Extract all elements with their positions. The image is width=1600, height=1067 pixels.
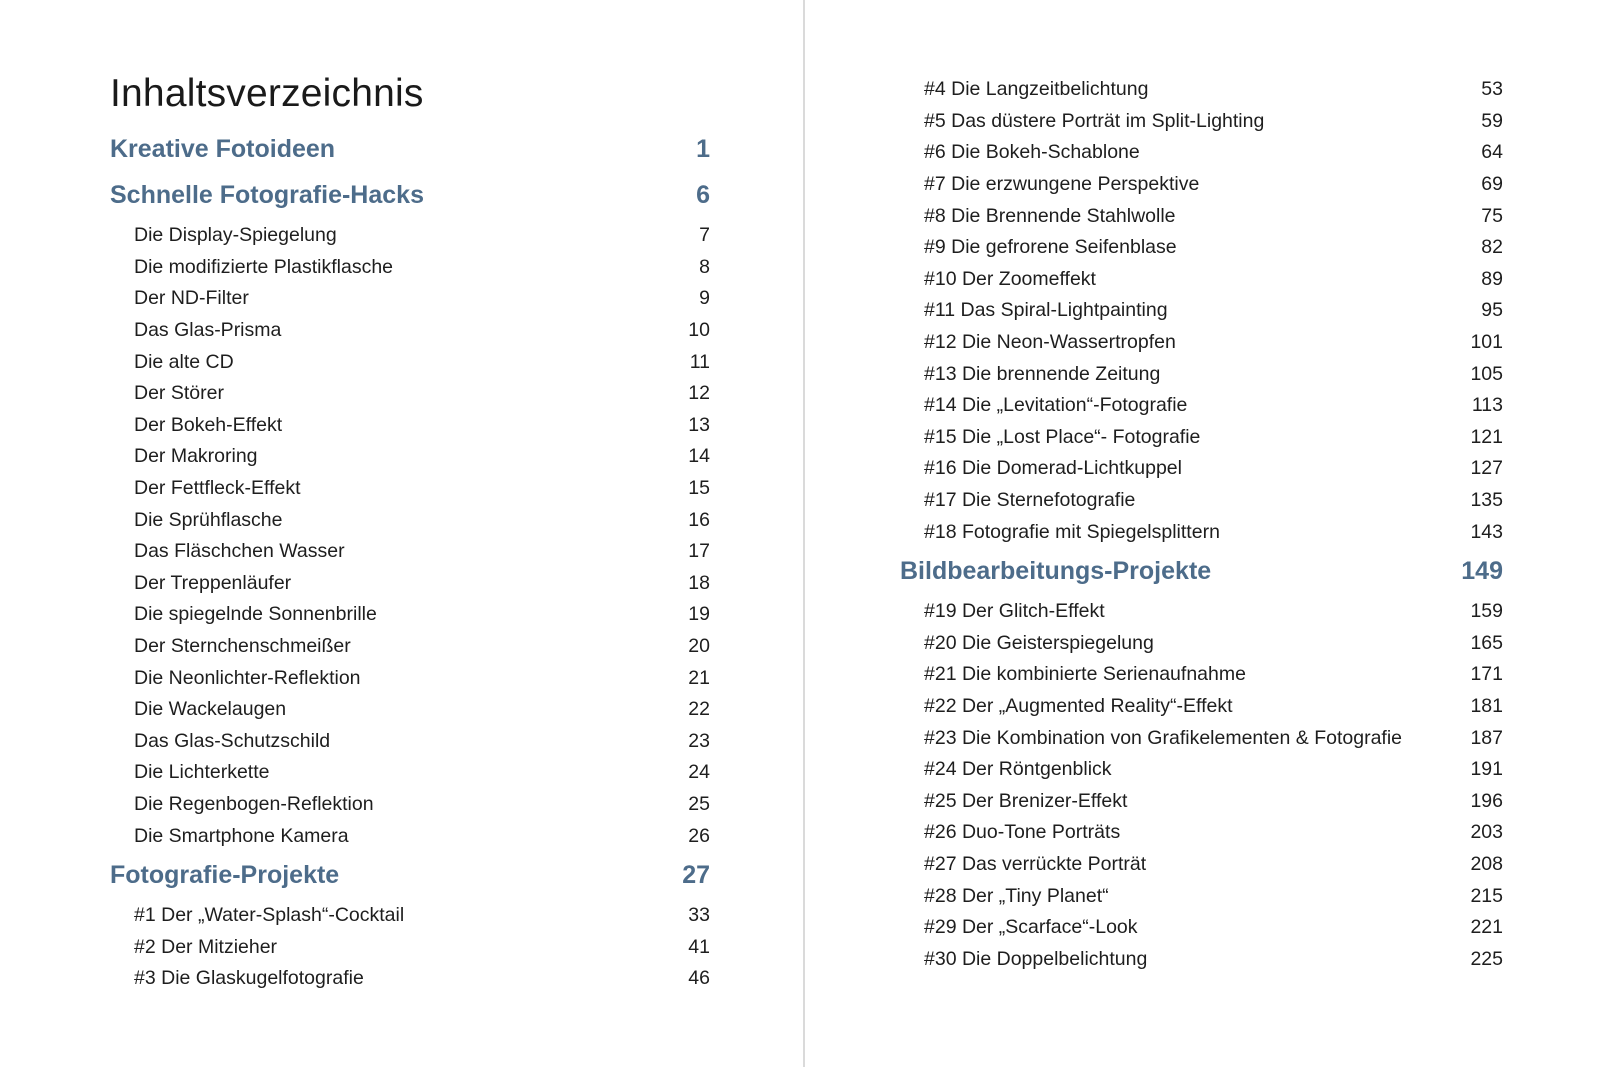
toc-entry [900,912,1503,944]
entry-title: #11 Das Spiral-Lightpainting [924,299,1168,322]
toc-entry [900,849,1503,881]
entry-title: #12 Die Neon-Wassertropfen [924,331,1176,354]
section-title: Kreative Fotoideen [110,134,336,163]
toc-section-heading [900,548,1503,594]
entry-title: Die Lichterkette [134,761,270,784]
entry-title: #28 Der „Tiny Planet“ [924,884,1109,907]
toc-entry [900,137,1503,169]
page-number: 181 [1470,695,1503,718]
entry-title: #3 Die Glaskugelfotografie [134,967,364,990]
page-number: 121 [1470,425,1503,448]
toc-entry [900,327,1503,359]
toc-entry [110,410,710,442]
page-number: 59 [1481,109,1503,132]
entry-title: #15 Die „Lost Place“- Fotografie [924,425,1201,448]
toc-entry [900,817,1503,849]
toc-entry [900,453,1503,485]
page-number: 27 [682,860,710,889]
page-divider [803,0,805,1067]
entry-title: Die alte CD [134,350,234,373]
toc-entry [110,568,710,600]
entry-title: #26 Duo-Tone Porträts [924,821,1121,844]
toc-entry [900,880,1503,912]
page-number: 15 [688,477,710,500]
page-number: 215 [1470,884,1503,907]
page-number: 24 [688,761,710,784]
toc-entry [110,631,710,663]
page-number: 8 [699,255,710,278]
page-number: 25 [688,793,710,816]
page-number: 22 [688,698,710,721]
section-title: Bildbearbeitungs-Projekte [900,556,1212,585]
entry-title: Der Makroring [134,445,258,468]
page-number: 41 [688,935,710,958]
entry-title: #23 Die Kombination von Grafikelementen & Fotografie [924,726,1403,749]
page-number: 135 [1470,489,1503,512]
page-number: 89 [1481,267,1503,290]
toc-entry [900,944,1503,976]
entry-title: Der Störer [134,382,224,405]
page-number: 26 [688,824,710,847]
toc-entry [900,169,1503,201]
toc-entry [110,789,710,821]
toc-entry [110,820,710,852]
entry-title: #8 Die Brennende Stahlwolle [924,204,1176,227]
page-number: 221 [1470,916,1503,939]
toc-entry [110,473,710,505]
section-title: Fotografie-Projekte [110,860,340,889]
page-number: 18 [688,571,710,594]
toc-entry [110,963,710,995]
toc-entry [900,390,1503,422]
page-number: 12 [688,382,710,405]
toc-entry [110,315,710,347]
page-number: 82 [1481,236,1503,259]
page-number: 10 [688,319,710,342]
page-number: 149 [1461,556,1503,585]
page-number: 159 [1470,600,1503,623]
entry-title: Die modifizierte Plastikflasche [134,255,394,278]
toc-entry [110,378,710,410]
page-number: 95 [1481,299,1503,322]
entry-title: #19 Der Glitch-Effekt [924,600,1105,623]
page-number: 1 [696,134,710,163]
entry-title: #13 Die brennende Zeitung [924,362,1161,385]
entry-title: #7 Die erzwungene Perspektive [924,173,1200,196]
toc-section-heading [110,172,710,218]
toc-entry [900,200,1503,232]
entry-title: Das Glas-Prisma [134,319,282,342]
entry-title: Die spiegelnde Sonnenbrille [134,603,377,626]
toc-entry [900,358,1503,390]
entry-title: Der Fettfleck-Effekt [134,477,301,500]
page-number: 14 [688,445,710,468]
toc-entry [900,659,1503,691]
entry-title: Die Display-Spiegelung [134,224,337,247]
page-number: 9 [699,287,710,310]
page-number: 69 [1481,173,1503,196]
page-number: 187 [1470,726,1503,749]
toc-entry [900,516,1503,548]
toc-entry [900,422,1503,454]
toc-entry [110,662,710,694]
entry-title: Die Wackelaugen [134,698,287,721]
page-number: 20 [688,635,710,658]
entry-title: #27 Das verrückte Porträt [924,853,1147,876]
entry-title: Die Sprühflasche [134,508,283,531]
entry-title: #29 Der „Scarface“-Look [924,916,1138,939]
toc-entry [900,485,1503,517]
page-number: 19 [688,603,710,626]
page-number: 191 [1470,758,1503,781]
entry-title: #30 Die Doppelbelichtung [924,947,1148,970]
page-title: Inhaltsverzeichnis [110,72,424,115]
page-number: 196 [1470,789,1503,812]
toc-entry [900,232,1503,264]
toc-entry [110,536,710,568]
toc-entry [900,628,1503,660]
page-number: 203 [1470,821,1503,844]
toc-entry [110,220,710,252]
toc-entry [110,757,710,789]
entry-title: #1 Der „Water-Splash“-Cocktail [134,904,405,927]
page-number: 171 [1470,663,1503,686]
entry-title: Das Glas-Schutzschild [134,729,331,752]
page-number: 13 [688,413,710,436]
page-number: 21 [688,666,710,689]
entry-title: Die Regenbogen-Reflektion [134,793,374,816]
toc-entry [900,295,1503,327]
toc-entry [900,596,1503,628]
entry-title: #24 Der Röntgenblick [924,758,1112,781]
page-number: 64 [1481,141,1503,164]
toc-entry [900,264,1503,296]
section-title: Schnelle Fotografie-Hacks [110,180,424,209]
page-number: 7 [699,224,710,247]
entry-title: #2 Der Mitzieher [134,935,278,958]
toc-entry [110,726,710,758]
entry-title: #6 Die Bokeh-Schablone [924,141,1140,164]
entry-title: #18 Fotografie mit Spiegelsplittern [924,520,1220,543]
page-number: 16 [688,508,710,531]
entry-title: #16 Die Domerad-Lichtkuppel [924,457,1182,480]
entry-title: Der Treppenläufer [134,571,292,594]
toc-entry [900,691,1503,723]
toc-entry [900,106,1503,138]
toc-entry [900,786,1503,818]
page-number: 165 [1470,631,1503,654]
entry-title: #10 Der Zoomeffekt [924,267,1096,290]
entry-title: #17 Die Sternefotografie [924,489,1136,512]
page-number: 208 [1470,853,1503,876]
page-number: 105 [1470,362,1503,385]
toc-entry [110,441,710,473]
toc-entry [110,599,710,631]
page-number: 75 [1481,204,1503,227]
toc-entry [110,932,710,964]
toc-entry [110,694,710,726]
entry-title: #14 Die „Levitation“-Fotografie [924,394,1188,417]
entry-title: #20 Die Geisterspiegelung [924,631,1154,654]
toc-entry [110,346,710,378]
entry-title: Die Smartphone Kamera [134,824,349,847]
page-number: 143 [1470,520,1503,543]
toc-entry [900,74,1503,106]
entry-title: Der ND-Filter [134,287,249,310]
entry-title: #5 Das düstere Porträt im Split-Lighting [924,109,1265,132]
page-number: 53 [1481,78,1503,101]
entry-title: #4 Die Langzeitbelichtung [924,78,1149,101]
toc-section-heading [110,126,710,172]
toc-entry [110,252,710,284]
page-number: 11 [689,350,710,373]
entry-title: #25 Der Brenizer-Effekt [924,789,1128,812]
entry-title: Der Bokeh-Effekt [134,413,283,436]
entry-title: Das Fläschchen Wasser [134,540,345,563]
page-number: 127 [1470,457,1503,480]
page-number: 101 [1470,331,1503,354]
entry-title: #9 Die gefrorene Seifenblase [924,236,1177,259]
page-number: 46 [688,967,710,990]
entry-title: #22 Der „Augmented Reality“-Effekt [924,695,1233,718]
toc-entry [110,283,710,315]
page-number: 33 [688,904,710,927]
toc-entry [900,754,1503,786]
toc-entry [110,900,710,932]
toc-entry [900,722,1503,754]
entry-title: #21 Die kombinierte Serienaufnahme [924,663,1246,686]
toc-entry [110,504,710,536]
entry-title: Der Sternchenschmeißer [134,635,351,658]
page-number: 6 [696,180,710,209]
page-number: 225 [1470,947,1503,970]
page-number: 23 [688,729,710,752]
page-number: 113 [1471,394,1503,417]
toc-section-heading [110,852,710,898]
page-number: 17 [688,540,710,563]
entry-title: Die Neonlichter-Reflektion [134,666,361,689]
